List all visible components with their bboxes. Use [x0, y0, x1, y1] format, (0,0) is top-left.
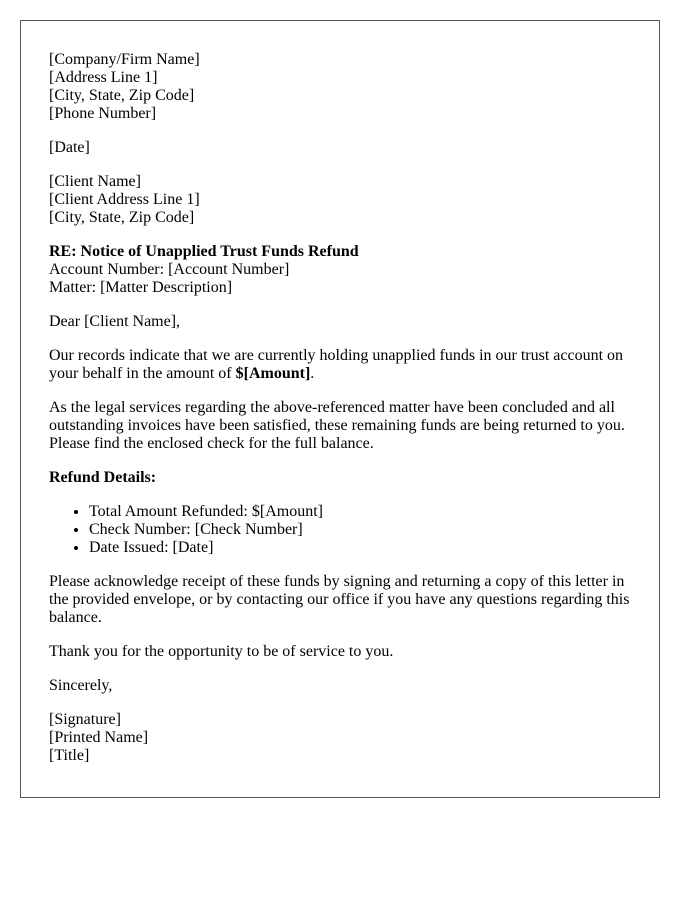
- list-item: • Check Number: [Check Number]: [89, 521, 631, 539]
- account-number-line: Account Number: [Account Number]: [49, 261, 290, 278]
- list-item: • Date Issued: [Date]: [89, 539, 631, 557]
- sender-phone: [Phone Number]: [49, 105, 157, 122]
- signature-placeholder: [Signature]: [49, 711, 121, 728]
- amount-placeholder: $[Amount]: [235, 365, 311, 382]
- paragraph-holding-funds: [49, 347, 631, 383]
- printed-name: [Printed Name]: [49, 729, 149, 746]
- paragraph-holding-funds-end: .: [310, 365, 315, 382]
- subject-line: RE: Notice of Unapplied Trust Funds Refund: [49, 243, 359, 260]
- recipient-block: [49, 173, 631, 227]
- sender-address-line-1: [Address Line 1]: [49, 69, 158, 86]
- paragraph-thank-you: Thank you for the opportunity to be of service to you.: [49, 643, 394, 660]
- list-item: • Total Amount Refunded: $[Amount]: [89, 503, 631, 521]
- letter-date: [Date]: [49, 139, 90, 156]
- reference-block: [49, 243, 631, 297]
- salutation: Dear [Client Name],: [49, 313, 181, 330]
- date-block: [49, 139, 631, 157]
- recipient-city-state-zip: [City, State, Zip Code]: [49, 209, 195, 226]
- refund-details-heading: Refund Details:: [49, 469, 157, 486]
- sender-city-state-zip: [City, State, Zip Code]: [49, 87, 195, 104]
- paragraph-holding-funds-text: Our records indicate that we are currently holding unapplied funds in our trust account on your behalf in the amount of: [49, 347, 624, 382]
- recipient-name: [Client Name]: [49, 173, 141, 190]
- letter-page: [20, 20, 660, 798]
- recipient-address-line-1: [Client Address Line 1]: [49, 191, 200, 208]
- paragraph-services-concluded: As the legal services regarding the above-referenced matter have been concluded and all outstanding invoices have been satisfied, these remaining funds are being returned to you. Please find the enclosed check for the full balance.: [49, 399, 625, 452]
- matter-line: Matter: [Matter Description]: [49, 279, 233, 296]
- paragraph-acknowledge-receipt: Please acknowledge receipt of these funds by signing and returning a copy of this letter in the provided envelope, or by contacting our office if you have any questions regarding this balance.: [49, 573, 630, 626]
- sender-company: [Company/Firm Name]: [49, 51, 200, 68]
- refund-details-list: [49, 503, 631, 557]
- signer-title: [Title]: [49, 747, 90, 764]
- signature-block: [49, 711, 631, 765]
- sender-block: [49, 51, 631, 123]
- closing: Sincerely,: [49, 677, 113, 694]
